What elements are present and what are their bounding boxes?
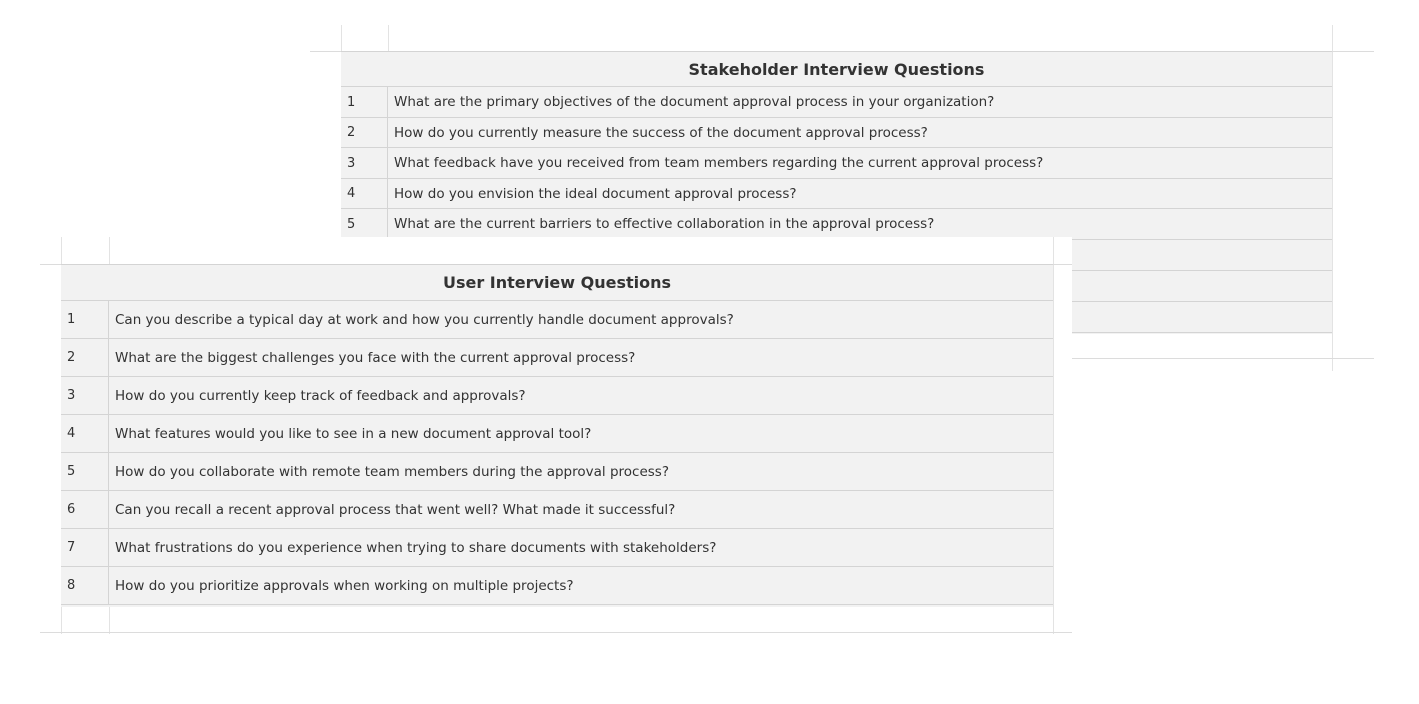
table-row[interactable] [61, 567, 1053, 605]
row-number: 5 [341, 209, 388, 239]
user-table-title: User Interview Questions [61, 265, 1053, 301]
question-cell[interactable]: How do you collaborate with remote team members during the approval process? [115, 463, 669, 480]
question-cell[interactable]: What frustrations do you experience when trying to share documents with stakeholders? [115, 539, 717, 556]
grid-line [109, 237, 110, 264]
row-number: 3 [341, 148, 388, 178]
question-cell[interactable]: What are the primary objectives of the document approval process in your organization? [394, 94, 995, 110]
user-sheet [40, 237, 1072, 634]
row-number: 8 [61, 567, 109, 604]
row-number: 2 [61, 339, 109, 376]
table-row[interactable] [341, 118, 1332, 148]
table-row[interactable] [61, 339, 1053, 377]
question-cell[interactable]: Can you recall a recent approval process that went well? What made it successful? [115, 501, 676, 518]
question-cell[interactable]: What features would you like to see in a new document approval tool? [115, 425, 592, 442]
question-cell[interactable]: How do you currently keep track of feedback and approvals? [115, 387, 526, 404]
grid-line [1332, 25, 1333, 371]
grid-line [109, 606, 110, 634]
row-number: 5 [61, 453, 109, 490]
row-number: 6 [61, 491, 109, 528]
table-row[interactable] [61, 377, 1053, 415]
question-cell[interactable]: How do you prioritize approvals when working on multiple projects? [115, 577, 574, 594]
question-cell[interactable]: What feedback have you received from team members regarding the current approval process? [394, 155, 1044, 171]
stakeholder-table-title: Stakeholder Interview Questions [341, 52, 1332, 87]
row-number: 7 [61, 529, 109, 566]
row-number: 1 [341, 87, 388, 117]
row-number: 4 [61, 415, 109, 452]
question-cell[interactable]: What are the biggest challenges you face with the current approval process? [115, 349, 636, 366]
table-row[interactable] [61, 529, 1053, 567]
table-row[interactable] [61, 491, 1053, 529]
table-row[interactable] [341, 209, 1332, 240]
question-cell[interactable]: How do you envision the ideal document approval process? [394, 185, 797, 202]
row-number: 3 [61, 377, 109, 414]
grid-line [1053, 237, 1054, 634]
question-cell[interactable]: What are the current barriers to effective collaboration in the approval process? [394, 216, 935, 232]
question-cell[interactable]: How do you currently measure the success of the document approval process? [394, 124, 928, 141]
grid-line [40, 632, 1072, 633]
table-row[interactable] [341, 179, 1332, 209]
grid-line [388, 25, 389, 51]
table-row[interactable] [61, 415, 1053, 453]
table-row[interactable] [341, 87, 1332, 118]
table-row[interactable] [341, 148, 1332, 179]
user-table [61, 264, 1053, 607]
question-cell[interactable]: Can you describe a typical day at work and how you currently handle document approvals? [115, 311, 734, 328]
row-number: 4 [341, 179, 388, 208]
table-row[interactable] [61, 301, 1053, 339]
row-number: 1 [61, 301, 109, 338]
row-number: 2 [341, 118, 388, 147]
table-row[interactable] [61, 453, 1053, 491]
